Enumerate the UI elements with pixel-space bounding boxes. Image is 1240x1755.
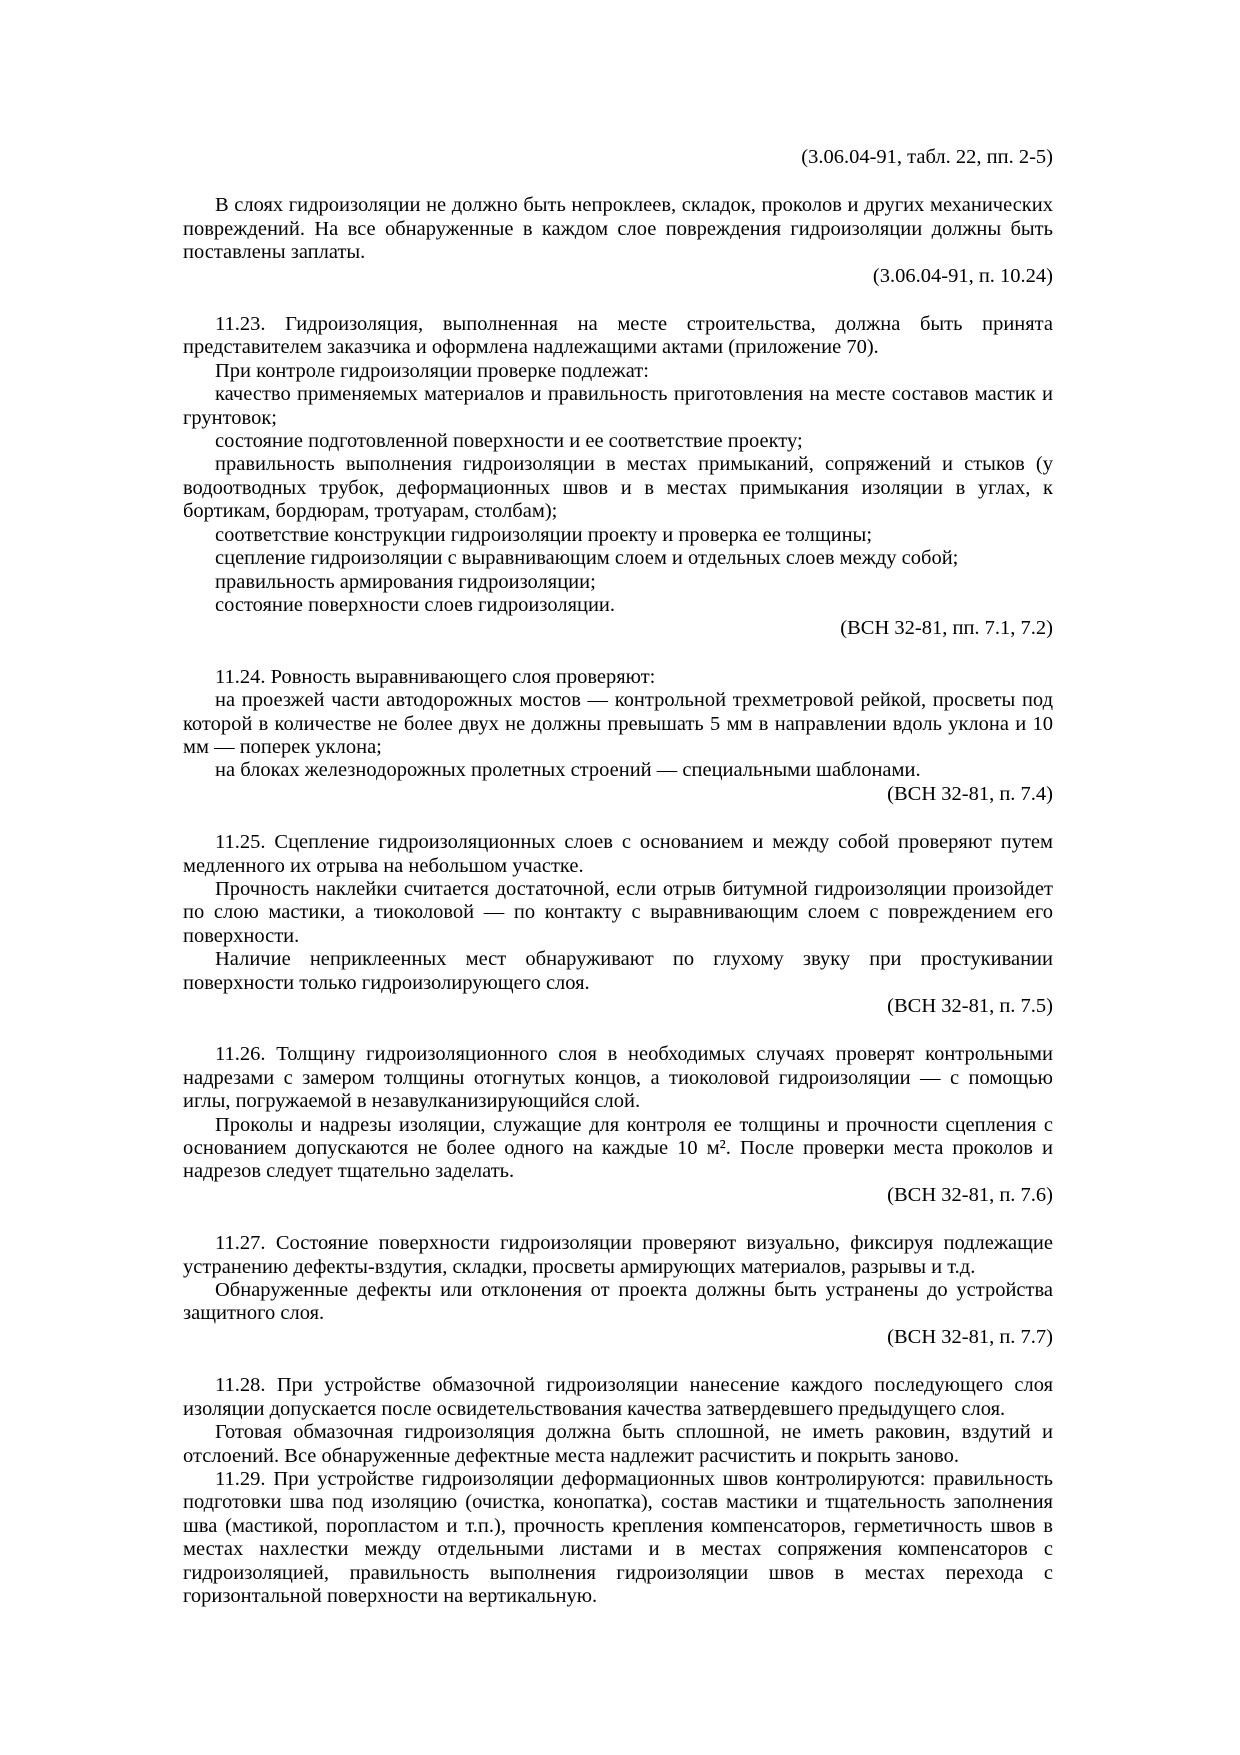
list-item: правильность армирования гидроизоляции;: [215, 570, 596, 593]
list-item: на проезжей части автодорожных мостов — контрольной трехметровой рейкой, просветы под которой в количестве не более двух не должны превышать 5 мм в направлении вдоль уклона и 10 мм — поперек уклона;: [183, 689, 1053, 758]
citation-line: (ВСН 32-81, п. 7.5): [887, 995, 1053, 1017]
section-paragraph: 11.25. Сцепление гидроизоляционных слоев с основанием и между собой проверяют путем медленного их отрыва на небольшом участке.: [183, 831, 1053, 877]
citation-line: (3.06.04-91, п. 10.24): [872, 264, 1053, 287]
citation-line: (ВСН 32-81, п. 7.7): [887, 1325, 1053, 1348]
paragraph: В слоях гидроизоляции не должно быть непроклеев, складок, проколов и других механических повреждений. На все обнаруженные в каждом слое повреждения гидроизоляции должны быть поставлены заплаты.: [183, 194, 1053, 264]
paragraph: Обнаруженные дефекты или отклонения от проекта должны быть устранены до устройства защитного слоя.: [183, 1279, 1053, 1325]
section-paragraph: 11.24. Ровность выравнивающего слоя проверяют:: [215, 665, 656, 688]
list-item: правильность выполнения гидроизоляции в местах примыканий, сопряжений и стыков (у водоотводных трубок, деформационных швов и в местах примыкания изоляции в углах, к бортикам, бордюрам, тротуарам, столбам);: [183, 453, 1053, 523]
paragraph: При контроле гидроизоляции проверке подлежат:: [215, 359, 649, 382]
paragraph: Наличие неприклеенных мест обнаруживают по глухому звуку при простукивании поверхности только гидроизолирующего слоя.: [183, 948, 1053, 994]
list-item: соответствие конструкции гидроизоляции проекту и проверка ее толщины;: [215, 523, 873, 546]
citation-line: (ВСН 32-81, п. 7.4): [887, 782, 1053, 805]
list-item: состояние поверхности слоев гидроизоляции.: [215, 593, 616, 616]
section-paragraph: 11.27. Состояние поверхности гидроизоляции проверяют визуально, фиксируя подлежащие устранению дефекты-вздутия, складки, просветы армирующих материалов, разрывы и т.д.: [183, 1232, 1053, 1278]
section-paragraph: 11.26. Толщину гидроизоляционного слоя в необходимых случаях проверят контрольными надрезами с замером толщины отогнутых концов, а тиоколовой гидроизоляции — с помощью иглы, погружаемой в незавулканизирующийся слой.: [183, 1043, 1053, 1113]
paragraph: Проколы и надрезы изоляции, служащие для контроля ее толщины и прочности сцепления с основанием допускаются не более одного на каждые 10 м². После проверки места проколов и надрезов следует тщательно заделать.: [183, 1113, 1053, 1183]
section-paragraph: 11.28. При устройстве обмазочной гидроизоляции нанесение каждого последующего слоя изоляции допускается после освидетельствования качества затвердевшего предыдущего слоя.: [183, 1374, 1053, 1420]
citation-line: (ВСН 32-81, пп. 7.1, 7.2): [840, 617, 1053, 640]
paragraph: Прочность наклейки считается достаточной, если отрыв битумной гидроизоляции произойдет по слою мастики, а тиоколовой — по контакту с выравнивающим слоем с повреждением его поверхности.: [183, 877, 1053, 947]
document-text-block: [183, 146, 1053, 1608]
paragraph: Готовая обмазочная гидроизоляция должна быть сплошной, не иметь раковин, вздутий и отслоений. Все обнаруженные дефектные места надлежит расчистить и покрыть заново.: [183, 1421, 1053, 1467]
list-item: на блоках железнодорожных пролетных строений — специальными шаблонами.: [215, 759, 921, 782]
citation-line: (ВСН 32-81, п. 7.6): [887, 1183, 1053, 1206]
section-paragraph: 11.23. Гидроизоляция, выполненная на месте строительства, должна быть принята представителем заказчика и оформлена надлежащими актами (приложение 70).: [183, 313, 1053, 359]
citation-line: (3.06.04-91, табл. 22, пп. 2-5): [801, 146, 1053, 168]
list-item: сцепление гидроизоляции с выравнивающим слоем и отдельных слоев между собой;: [215, 547, 959, 570]
list-item: качество применяемых материалов и правильность приготовления на месте составов мастик и грунтовок;: [183, 383, 1053, 429]
section-paragraph: 11.29. При устройстве гидроизоляции деформационных швов контролируются: правильность подготовки шва под изоляцию (очистка, конопатка), состав мастики и тщательность заполнения шва (мастикой, поропластом и т.п.), прочность крепления компенсаторов, герметичность швов в местах нахлестки между отдельными листами и в местах сопряжения компенсаторов с гидроизоляцией, правильность выполнения гидроизоляции швов в местах перехода с горизонтальной поверхности на вертикальную.: [183, 1467, 1053, 1607]
list-item: состояние подготовленной поверхности и ее соответствие проекту;: [215, 430, 803, 453]
